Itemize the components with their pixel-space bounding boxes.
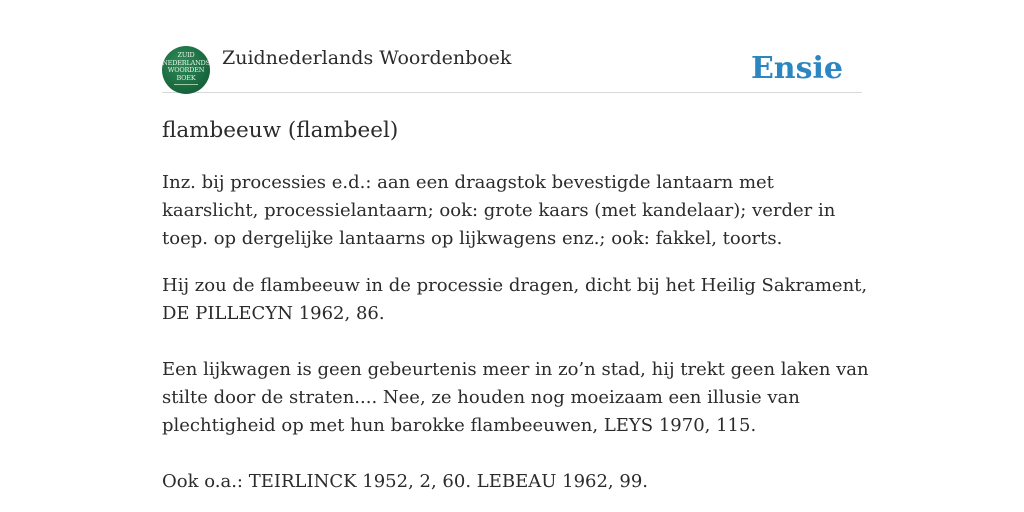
- logo-line: ZUID: [177, 51, 195, 59]
- entry-quote: Een lijkwagen is geen gebeurtenis meer in zo’n stad, hij trekt geen laken van stilte door de straten.... Nee, ze houden nog moeizaam een illusie van plechtigheid op met hun barokke flambeeuwen, LEYS 1970, 115.: [162, 359, 869, 436]
- logo-rule: [174, 84, 198, 85]
- entry-references: Ook o.a.: TEIRLINCK 1952, 2, 60. LEBEAU 1962, 99.: [162, 471, 648, 492]
- entry-definition: Inz. bij processies e.d.: aan een draagstok bevestigde lantaarn met kaarslicht, processielantaarn; ook: grote kaars (met kandelaar); verder in toep. op dergelijke lantaarns op lijkwagens enz.; ook: fakkel, toorts.: [162, 172, 836, 249]
- entry-quote: Hij zou de flambeeuw in de processie dragen, dicht bij het Heilig Sakrament, DE PILLECYN 1962, 86.: [162, 275, 868, 324]
- page-header: [162, 46, 862, 93]
- source-logo[interactable]: [162, 46, 210, 94]
- logo-line: BOEK: [176, 73, 196, 82]
- logo-line: NEDERLANDS: [162, 58, 210, 67]
- entry-headword: flambeeuw (flambeel): [162, 118, 399, 143]
- ensie-logo-link[interactable]: Ensie: [750, 51, 843, 86]
- quote-spacer: [162, 440, 872, 468]
- logo-line: WOORDEN: [167, 66, 205, 74]
- logo-text: [162, 52, 210, 82]
- quote-spacer: [162, 328, 872, 356]
- entry-content: [162, 169, 872, 496]
- source-name-link[interactable]: Zuidnederlands Woordenboek: [222, 47, 512, 69]
